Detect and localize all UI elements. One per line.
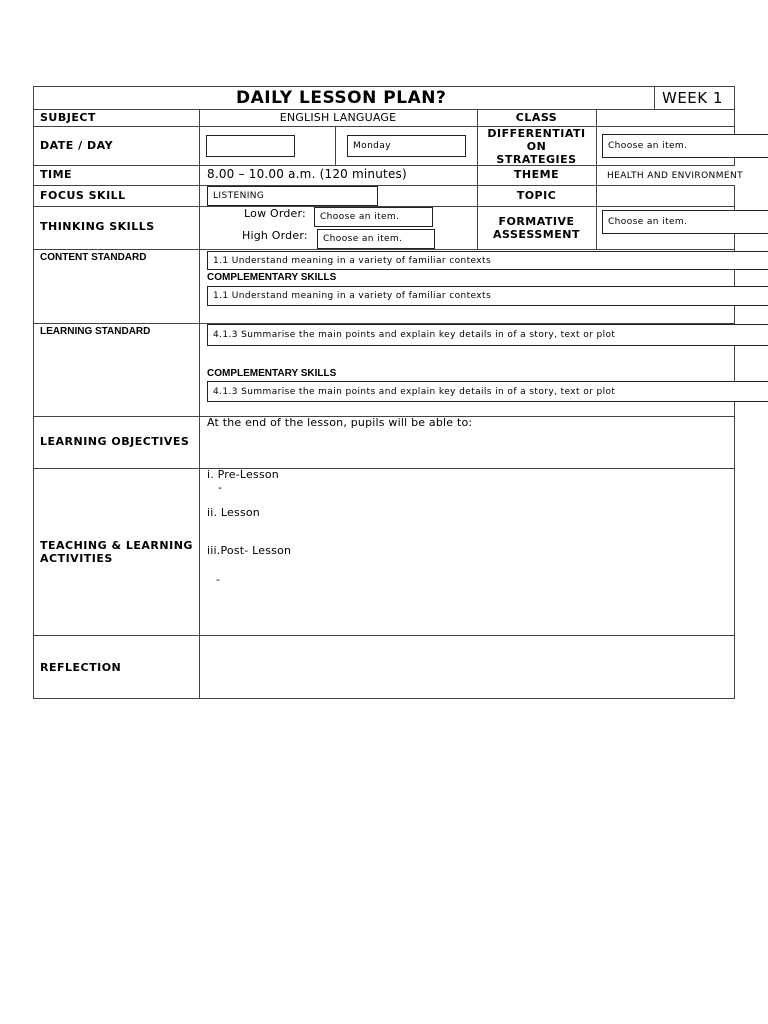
pre-lesson-dash: -	[218, 481, 223, 494]
day-dropdown[interactable]: Monday	[347, 135, 466, 157]
content-standard-dropdown[interactable]: 1.1 Understand meaning in a variety of familiar contexts	[207, 251, 768, 270]
learning-complementary-dropdown[interactable]: 4.1.3 Summarise the main points and explain key details in of a story, text or plot	[207, 381, 768, 402]
formative-assessment-dropdown[interactable]: Choose an item.	[602, 210, 768, 234]
subject-label: SUBJECT	[40, 111, 96, 124]
differentiation-dropdown[interactable]: Choose an item.	[602, 134, 768, 158]
date-input[interactable]	[206, 135, 295, 157]
time-label: TIME	[40, 168, 73, 181]
row-divider	[33, 109, 735, 110]
day-divider	[335, 126, 336, 166]
lesson-text[interactable]: ii. Lesson	[207, 506, 260, 519]
table-border-bottom	[33, 698, 735, 699]
focus-skill-label: FOCUS SKILL	[40, 189, 126, 202]
subject-value: ENGLISH LANGUAGE	[279, 111, 397, 124]
low-order-label: Low Order:	[244, 207, 306, 220]
row-divider	[33, 126, 735, 127]
table-border-top	[33, 86, 735, 87]
row-divider	[33, 185, 735, 186]
post-lesson-text[interactable]: iii.Post- Lesson	[207, 544, 292, 557]
time-value: 8.00 – 10.00 a.m. (120 minutes)	[207, 167, 407, 181]
formative-assessment-label: FORMATIVE ASSESSMENT	[493, 215, 580, 241]
content-standard-label: CONTENT STANDARD	[40, 252, 147, 263]
label-column-divider	[199, 109, 200, 699]
theme-label: THEME	[513, 168, 560, 181]
learning-objectives-label: LEARNING OBJECTIVES	[40, 435, 190, 448]
topic-label: TOPIC	[516, 189, 557, 202]
learning-standard-dropdown[interactable]: 4.1.3 Summarise the main points and explain key details in of a story, text or plot	[207, 324, 768, 346]
thinking-skills-label: THINKING SKILLS	[40, 220, 155, 233]
post-lesson-dash: -	[216, 573, 221, 586]
focus-skill-dropdown[interactable]: LISTENING	[207, 186, 378, 206]
learning-complementary-label: COMPLEMENTARY SKILLS	[207, 368, 337, 379]
table-border-left	[33, 86, 34, 699]
low-order-dropdown[interactable]: Choose an item.	[314, 207, 433, 227]
row-divider	[33, 468, 735, 469]
learning-standard-label: LEARNING STANDARD	[40, 326, 151, 337]
pre-lesson-text[interactable]: i. Pre-Lesson	[207, 468, 279, 481]
week-label: WEEK 1	[662, 89, 723, 107]
class-label: CLASS	[515, 111, 558, 124]
date-day-label: DATE / DAY	[40, 139, 114, 152]
page-title: DAILY LESSON PLAN?	[236, 88, 447, 108]
reflection-label: REFLECTION	[40, 661, 122, 674]
high-order-dropdown[interactable]: Choose an item.	[317, 229, 435, 249]
row-divider	[33, 635, 735, 636]
activities-label: TEACHING & LEARNING ACTIVITIES	[40, 539, 193, 565]
week-divider	[654, 86, 655, 109]
content-complementary-dropdown[interactable]: 1.1 Understand meaning in a variety of familiar contexts	[207, 286, 768, 306]
high-order-label: High Order:	[242, 229, 308, 242]
theme-dropdown[interactable]: HEALTH AND ENVIRONMENT	[602, 166, 768, 185]
row-divider	[33, 249, 735, 250]
content-complementary-label: COMPLEMENTARY SKILLS	[207, 272, 337, 283]
learning-objectives-text[interactable]: At the end of the lesson, pupils will be able to:	[207, 416, 473, 429]
differentiation-strategies-label: DIFFERENTIATI ON STRATEGIES	[487, 127, 586, 166]
right-label-divider-right	[596, 109, 597, 250]
